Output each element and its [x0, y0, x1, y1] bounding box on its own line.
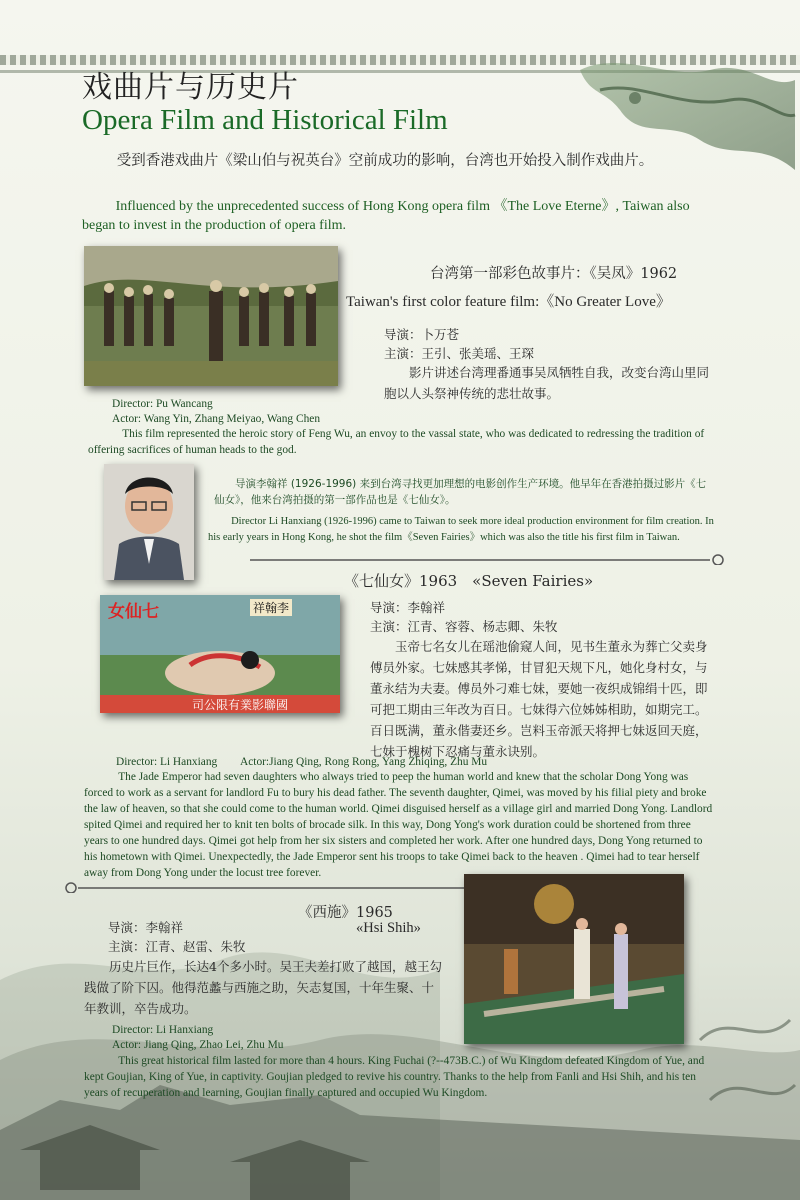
poster-director-text: 祥翰李: [250, 599, 292, 616]
director-bio-cn: 导演李翰祥 (1926-1996) 来到台湾寻找更加理想的电影创作生产环境。他早年在香港拍摄过影片《七仙女》，他来台湾拍摄的第一部作品也是《七仙女》。: [214, 478, 707, 506]
film3-desc-cn: 历史片巨作，长达4个多小时。吴王夫差打败了越国，越王勾践做了阶下囚。他得范蠡与西施之助，矢志复国，十年生聚、十年教训，卒告成功。: [84, 959, 442, 1016]
film1-desc-cn: 影片讲述台湾理番通事吴凤牺牲自我，改变台湾山里同胞以人头祭神传统的悲壮故事。: [384, 365, 710, 401]
intro-text-en: Influenced by the unprecedented success of Hong Kong opera film 《The Love Eterne》, Taiwan also began to invest in the production of opera film.: [82, 199, 690, 233]
film2-actor-cn: 主演：江青、容蓉、杨志卿、朱牧: [370, 619, 558, 634]
page-title-en: Opera Film and Historical Film: [82, 104, 448, 136]
film3-desc-en: This great historical film lasted for more than 4 hours. King Fuchai (?--473B.C.) of Wu Kingdom defeated Kingdom of Yue, and kept Goujian, King of Yue, in captivity. Goujian pledged to revive his country. Thanks to the help from Fanli and Hsi Shih, and his ten years of recuperation and learning, Goujian finally captured and occupied Wu Kingdom.: [84, 1055, 705, 1099]
film1-title-cn: 台湾第一部彩色故事片：《吴凤》1962: [430, 266, 678, 282]
film1-desc-en: This film represented the heroic story of Feng Wu, an envoy to the vassal state, who was dedicated to redressing the tradition of offering sacrifices of human heads to the god.: [88, 428, 705, 456]
film1-actor-cn: 主演：王引、张美瑶、王琛: [384, 346, 535, 361]
film1-director-en: Director: Pu Wancang: [112, 398, 213, 410]
film2-desc-en: The Jade Emperor had seven daughters who always tried to peep the human world and knew that the scholar Dong Yong was forced to work as a servant for landlord Fu to bury his dead father. The seventh daughter, Qimei, was moved by his filial piety and broke the law of heaven, so that she could come to the human world. Qimei disguised herself as a village girl and married Dong Yong. Landlord spited Qimei and required her to knit ten bolts of brocade silk. In this way, Dong Yong's work duration could be shortened from three years to one hundred days. Qimei got help from her six sisters and completed her work. After one hundred days, Dong Yong returned to his hometown with Qimei. Unexpectedly, the Jade Emperor sent his troops to take Qimei back to the heaven . Qimei had to tear herself away from Dong Yong under the locust tree forever.: [84, 771, 713, 879]
intro-text-cn: 受到香港戏曲片《梁山伯与祝英台》空前成功的影响，台湾也开始投入制作戏曲片。: [116, 153, 654, 169]
section-divider: [250, 553, 730, 565]
film3-director-cn: 导演：李翰祥: [108, 920, 184, 935]
page-title-cn: 戏曲片与历史片: [82, 70, 299, 105]
director-portrait-li-hanxiang: [104, 464, 194, 580]
film1-actor-en: Actor: Wang Yin, Zhang Meiyao, Wang Chen: [112, 413, 321, 425]
film2-title: 《七仙女》1963 «Seven Fairies»: [344, 572, 594, 590]
film-still-no-greater-love: [84, 246, 338, 386]
film3-title-cn: 《西施》1965: [298, 905, 393, 921]
film2-director-cn: 导演：李翰祥: [370, 600, 446, 615]
film3-title-en: «Hsi Shih»: [356, 920, 421, 936]
film1-title-en: Taiwan's first color feature film:《No Greater Love》: [346, 294, 671, 310]
film3-actor-en: Actor: Jiang Qing, Zhao Lei, Zhu Mu: [112, 1039, 284, 1051]
film1-director-cn: 导演：卜万苍: [384, 327, 460, 342]
film3-actor-cn: 主演：江青、赵雷、朱牧: [108, 939, 246, 954]
film-still-hsi-shih: [464, 874, 684, 1044]
poster-title-text: 女仙七: [108, 602, 159, 622]
film2-credits-en: Director: Li Hanxiang Actor:Jiang Qing, Rong Rong, Yang Zhiqing, Zhu Mu: [116, 756, 488, 768]
film2-desc-cn: 玉帝七名女儿在瑶池偷窥人间，见书生董永为葬亡父卖身傅员外家。七妹感其孝悌，甘冒犯天规下凡，她化身村女，与董永结为夫妻。傅员外刁难七妹，要她一夜织成锦绢十匹，即可把工期由三年改为百日。七妹得六位姊姊相助，如期完工。百日既满，董永偕妻还乡。岂料玉帝派天将押七妹返回天庭，七妹于槐树下忍痛与董永诀别。: [370, 639, 708, 759]
section-divider-2: [64, 881, 484, 893]
film3-director-en: Director: Li Hanxiang: [112, 1024, 214, 1036]
director-bio-en: Director Li Hanxiang (1926-1996) came to Taiwan to seek more ideal production environment for film creation. In his early years in Hong Kong, he shot the film《Seven Fairies》which was also the title his first film in Taiwan.: [208, 516, 714, 543]
poster-studio-text: 司公限有業影聯國: [192, 698, 289, 712]
film-poster-seven-fairies: [100, 595, 340, 713]
